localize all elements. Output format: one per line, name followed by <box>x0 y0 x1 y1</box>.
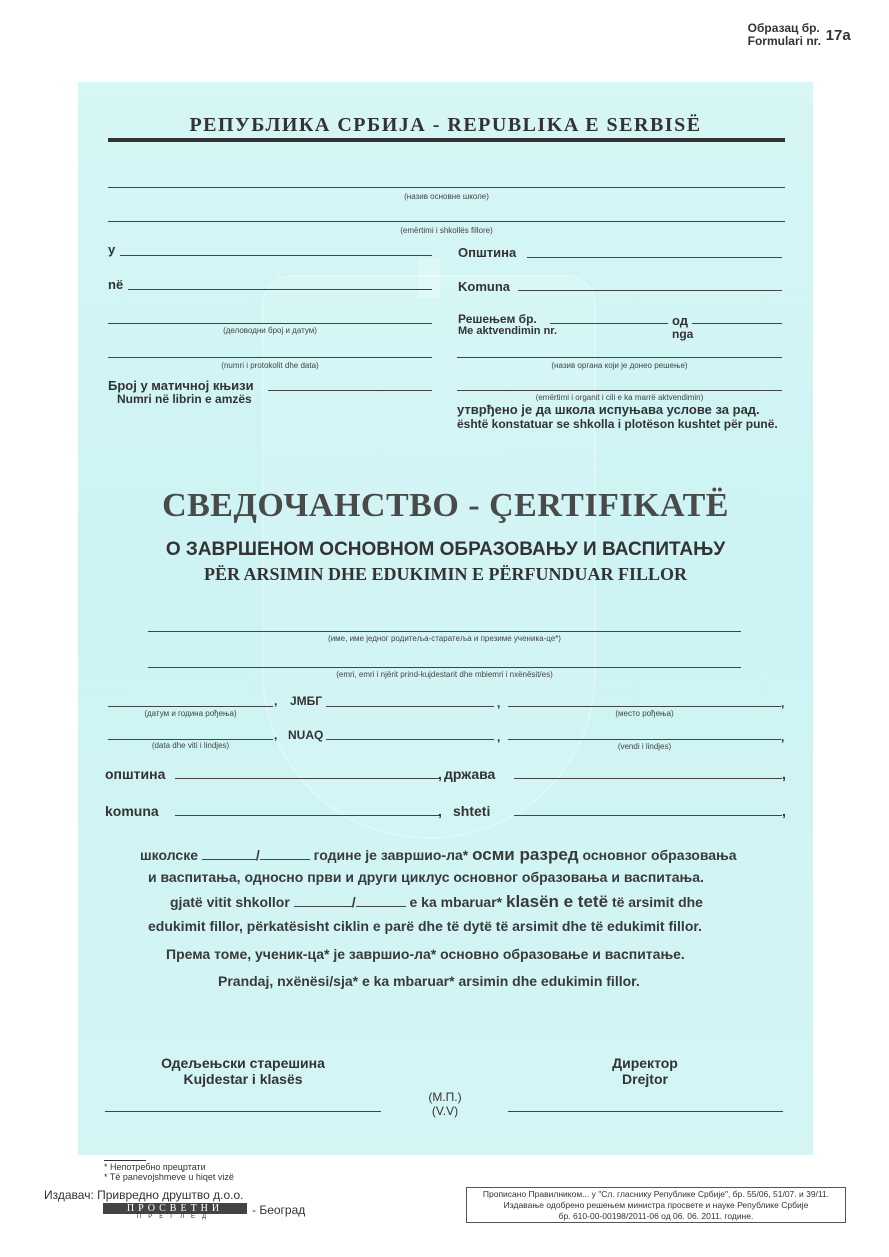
year-to-sq-blank[interactable] <box>356 894 406 907</box>
certificate-subtitle-sr: О ЗАВРШЕНОМ ОСНОВНОМ ОБРАЗОВАЊУ И ВАСПИТАЊУ <box>165 539 726 560</box>
confirmed-sq: është konstatuar se shkolla i plotëson kushtet për punë. <box>457 417 778 431</box>
form-number-label-sq: Formulari nr. <box>747 34 821 48</box>
municipality-sq-line[interactable] <box>518 290 782 291</box>
footnote-sq: * Të panevojshmeve u hiqet vizë <box>104 1172 234 1182</box>
birthplace-sr-hint: (место рођења) <box>615 709 674 718</box>
comma: , <box>438 766 442 782</box>
school-name-sq-line[interactable] <box>108 221 785 222</box>
form-number <box>747 21 851 48</box>
publisher-city: - Београд <box>252 1203 306 1217</box>
id-sr-line[interactable] <box>326 706 494 707</box>
grade-sr: осми разред <box>472 845 579 864</box>
state-label-sr: држава <box>444 766 496 782</box>
director-label-sq: Drejtor <box>622 1071 668 1087</box>
decision-date-line[interactable] <box>692 323 782 324</box>
teacher-label-sq: Kujdestar i klasës <box>183 1071 303 1087</box>
ref-number-sr-hint: (деловодни број и датум) <box>223 326 317 335</box>
state-label-sq: shteti <box>453 803 491 819</box>
director-label <box>580 1055 710 1087</box>
birthplace-sq-hint: (vendi i lindjes) <box>617 742 672 751</box>
school-name-sr-hint: (назив основне школе) <box>404 192 489 201</box>
student-name-sr-hint: (име, име једног родитеља-старатеља и презиме ученика-це*) <box>328 634 561 643</box>
decision-label-sq: Me aktvendimin nr. <box>458 325 558 337</box>
from-label-sr: од <box>672 313 689 328</box>
teacher-signature-line[interactable] <box>105 1111 381 1112</box>
form-number-value: 17а <box>825 27 851 44</box>
municipality-label-sr: Општина <box>458 245 517 260</box>
student-state-sq-line[interactable] <box>514 815 782 816</box>
municipality-sr-line[interactable] <box>527 257 782 258</box>
grade-sq: klasën e tetë <box>505 892 609 911</box>
publisher-logo-sub: ПРЕГЛЕД <box>136 1214 214 1220</box>
id-label-sq: NUAQ <box>288 728 324 742</box>
body-line-1: школске / године је завршио-ла* осми разред основног образовања <box>140 845 737 864</box>
organ-sq-hint: (emërtimi i organit i cili e ka marrë aktvendimin) <box>535 393 704 402</box>
dob-sr-line[interactable] <box>108 706 273 707</box>
footnote-sr: * Непотребно прецртати <box>104 1162 206 1172</box>
publisher-label: Издавач: Привредно друштво д.о.о. <box>44 1188 244 1202</box>
footnote-rule <box>104 1160 146 1161</box>
republic-title: РЕПУБЛИКА СРБИЈА - REPUBLIKA E SERBISË <box>189 114 702 136</box>
completed-sq: e ka mbaruar* <box>409 894 503 910</box>
comma: , <box>497 730 501 744</box>
school-year-label-sr: школске <box>140 847 198 863</box>
legal-notice <box>466 1187 846 1223</box>
comma: , <box>781 696 785 710</box>
footnote <box>104 1160 234 1182</box>
year-from-sq-blank[interactable] <box>294 894 352 907</box>
title-rule <box>108 138 785 142</box>
legal-line-3: бр. 610-00-00198/2011-06 од 06. 06. 2011. године. <box>558 1211 754 1221</box>
body-line-6: Prandaj, nxënësi/sja* e ka mbaruar* arsimin dhe edukimin fillor. <box>218 973 640 989</box>
certificate-title: СВЕДОЧАНСТВО - ÇERTIFIKATË <box>162 487 729 524</box>
organ-sr-line[interactable] <box>457 357 782 358</box>
registry-number-line[interactable] <box>268 390 432 391</box>
municipality-label-sq: Komuna <box>458 279 510 294</box>
body-line-4: edukimit fillor, përkatësisht ciklin e parë dhe të dytë të arsimit dhe të edukimit fillor. <box>148 918 702 934</box>
in-label-sq: në <box>108 277 124 292</box>
teacher-label-sr: Одељењски старешина <box>161 1055 325 1071</box>
school-name-sr-line[interactable] <box>108 187 785 188</box>
education-sq: të arsimit dhe <box>611 894 703 910</box>
ref-number-sq-hint: (numri i protokolit dhe data) <box>221 361 319 370</box>
comma: , <box>274 694 278 708</box>
body-line-3: gjatë vitit shkollor / e ka mbaruar* klasën e tetë të arsimit dhe <box>170 892 703 911</box>
completed-sr: године је завршио-ла* <box>313 847 469 863</box>
school-name-sq-hint: (emërtimi i shkollës fillore) <box>400 226 493 235</box>
school-year-label-sq: gjatë vitit shkollor <box>170 894 290 910</box>
stamp-label-sq: (V.V) <box>431 1104 459 1118</box>
director-label-sr: Директор <box>612 1055 678 1071</box>
ref-number-sr-line[interactable] <box>108 323 432 324</box>
birthplace-sr-line[interactable] <box>508 706 781 707</box>
dob-sq-hint: (data dhe viti i lindjes) <box>151 741 230 750</box>
birthplace-sq-line[interactable] <box>508 739 781 740</box>
education-sr: основног образовања <box>582 847 737 863</box>
year-from-sr-blank[interactable] <box>202 847 256 860</box>
student-name-sr-line[interactable] <box>148 631 741 632</box>
student-municipality-sr-line[interactable] <box>175 778 440 779</box>
form-number-label-sr: Образац бр. <box>747 21 820 35</box>
comma: , <box>781 730 785 744</box>
comma: , <box>782 803 786 819</box>
teacher-label <box>128 1055 358 1087</box>
comma: , <box>274 728 278 742</box>
comma: , <box>782 766 786 782</box>
student-municipality-sq-line[interactable] <box>175 815 440 816</box>
stamp-label <box>415 1090 475 1118</box>
organ-sq-line[interactable] <box>457 390 782 391</box>
id-sq-line[interactable] <box>326 739 494 740</box>
legal-line-2: Издавање одобрено решењем министра просвете и науке Републике Србије <box>503 1200 809 1210</box>
organ-sr-hint: (назив органа који је донео решење) <box>551 361 688 370</box>
student-name-sq-hint: (emri, emri i njërit prind-kujdestarit dhe mbiemri i nxënësit/es) <box>336 670 553 679</box>
legal-line-1: Прописано Правилником... у "Сл. гласнику Републике Србије", бр. 55/06, 51/07. и 39/11. <box>482 1189 830 1199</box>
student-state-sr-line[interactable] <box>514 778 782 779</box>
publisher-logo: ПРОСВЕТНИ <box>103 1203 247 1214</box>
comma: , <box>497 696 501 710</box>
year-to-sr-blank[interactable] <box>260 847 310 860</box>
comma: , <box>438 803 442 819</box>
body-line-2: и васпитања, односно први и други циклус основног образовања и васпитања. <box>148 869 704 885</box>
decision-label-sr: Решењем бр. <box>458 312 537 326</box>
municipality-student-sr: општина <box>105 766 166 782</box>
from-label-sq: nga <box>672 327 694 341</box>
student-name-sq-line[interactable] <box>148 667 741 668</box>
municipality-student-sq: komuna <box>105 803 159 819</box>
ref-number-sq-line[interactable] <box>108 357 432 358</box>
dob-sr-hint: (датум и година рођења) <box>144 709 237 718</box>
place-sr-line[interactable] <box>120 255 432 256</box>
decision-number-line[interactable] <box>550 323 668 324</box>
crown-watermark <box>418 258 440 298</box>
dob-sq-line[interactable] <box>108 739 273 740</box>
registry-label-sq: Numri në librin e amzës <box>117 392 252 406</box>
id-label-sr: ЈМБГ <box>290 694 323 708</box>
certificate-subtitle-sq: PËR ARSIMIN DHE EDUKIMIN E PËRFUNDUAR FILLOR <box>203 564 688 584</box>
registry-label-sr: Број у матичној књизи <box>108 378 254 393</box>
in-label-sr: у <box>108 242 116 257</box>
body-line-5: Према томе, ученик-ца* је завршио-ла* основно образовање и васпитање. <box>166 946 685 962</box>
director-signature-line[interactable] <box>508 1111 783 1112</box>
stamp-label-sr: (М.П.) <box>428 1090 462 1104</box>
confirmed-sr: утврђено је да школа испуњава услове за рад. <box>457 402 760 417</box>
place-sq-line[interactable] <box>128 289 432 290</box>
